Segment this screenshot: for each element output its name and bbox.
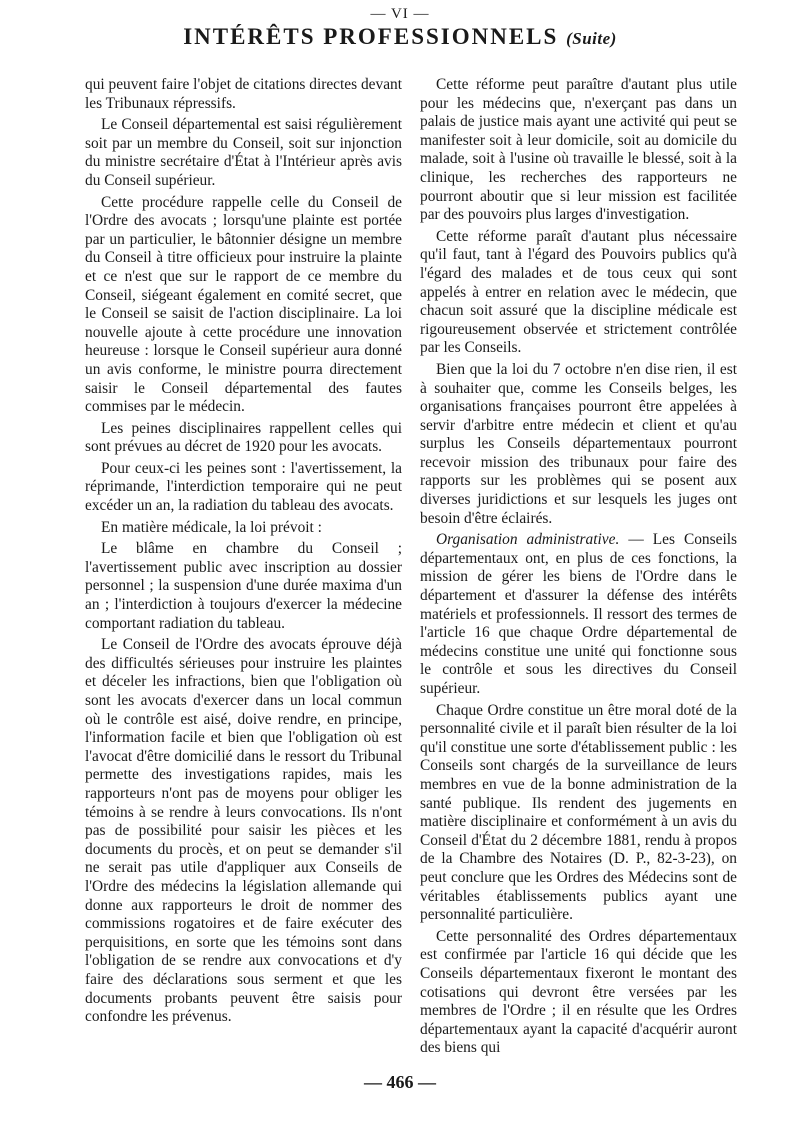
page-title: [0, 24, 800, 50]
paragraph: qui peuvent faire l'objet de citations directes devant les Tribunaux répressifs.: [85, 76, 402, 112]
paragraph: Le Conseil départemental est saisi régulièrement soit par un membre du Conseil, soit sur injonction du ministre secrétaire d'État à l'Intérieur après avis du Conseil supérieur.: [85, 116, 402, 189]
right-column: [420, 76, 737, 1061]
paragraph: Cette réforme paraît d'autant plus nécessaire qu'il faut, tant à l'égard des Pouvoirs publics qu'à l'égard des malades et de tous ceux qui sont appelés à entrer en relation avec le médecin, que chacun soit assuré que la discipline médicale est rigoureusement observée et strictement contrôlée par les Conseils.: [420, 227, 737, 357]
section-body: — Les Conseils départementaux ont, en plus de ces fonctions, la mission de gérer les biens de l'Ordre dans le département et d'assurer la défense des intérêts matériels et professionnels. Il ressort des termes de l'article 16 que chaque Ordre départemental de médecins constitue une unité qui fonctionne sous le contrôle et sous les directives du Conseil supérieur.: [420, 531, 737, 697]
page-number: — 466 —: [364, 1072, 436, 1092]
paragraph: Les peines disciplinaires rappellent celles qui sont prévues au décret de 1920 pour les avocats.: [85, 419, 402, 456]
paragraph: Cette réforme peut paraître d'autant plus utile pour les médecins que, n'exerçant pas dans un palais de justice mais ayant une activité qui peut se manifester soit à leur domicile, soit au domicile du malade, soit à l'usine où travaille le blessé, soit à la clinique, les recherches des rapporteurs ne pourront aboutir que si leur mission est facilitée par des pouvoirs plus larges d'investigation.: [420, 76, 737, 224]
paragraph: Cette personnalité des Ordres départementaux est confirmée par l'article 16 qui décide que les Conseils départementaux fixeront le montant des cotisations qui devront être versées par les membres de l'Ordre ; il en résulte que les Ordres départementaux ayant la capacité d'acquérir auront des biens qui: [420, 927, 737, 1057]
paragraph: En matière médicale, la loi prévoit :: [101, 518, 322, 536]
paragraph: Chaque Ordre constitue un être moral doté de la personnalité civile et il paraît bien résulter de la loi qu'il constitue une sorte d'établissement public : les Conseils sont chargés de la surveillance de leurs membres en vue de la bonne administration de la santé publique. Ils rendent des jugements en matière disciplinaire et conformément à un avis du Conseil d'État du 2 décembre 1881, rendu à propos de la Chambre des Notaires (D. P., 82-3-23), on peut conclure que les Ordres des Médecins sont de véritables établissements publics ayant une personnalité particulière.: [420, 701, 737, 924]
paragraph: Pour ceux-ci les peines sont : l'avertissement, la réprimande, l'interdiction temporaire qui ne peut excéder un an, la radiation du tableau des avocats.: [85, 459, 402, 515]
paragraph: Le blâme en chambre du Conseil ; l'avertissement public avec inscription au dossier personnel ; la suspension d'une durée maxima d'un an ; l'interdiction à toujours d'exercer la médecine comportant radiation du tableau.: [85, 540, 402, 632]
title-text: INTÉRÊTS PROFESSIONNELS: [183, 24, 559, 49]
page-marker: — VI —: [370, 6, 430, 22]
paragraph: [420, 531, 737, 698]
paragraph: Cette procédure rappelle celle du Conseil de l'Ordre des avocats ; lorsqu'une plainte est portée par un particulier, le bâtonnier désigne un membre du Conseil à titre officieux pour instruire la plainte et ce n'est que sur le rapport de ce membre du Conseil, siégeant également en comité secret, que le Conseil se saisit de l'action disciplinaire. La loi nouvelle ajoute à cette procédure une innovation heureuse : lorsque le Conseil supérieur aura donné un avis conforme, le ministre pourra directement saisir le Conseil départemental des fautes commises par le médecin.: [85, 193, 402, 416]
paragraph: Bien que la loi du 7 octobre n'en dise rien, il est à souhaiter que, comme les Conseils belges, les organisations françaises pourront être appelées à servir d'arbitre entre médecin et client et qu'au surplus les Conseils départementaux pourront recevoir mission des tribunaux pour faire des rapports sur les problèmes qui se posent aux diverses juridictions et sur lesquels les juges ont besoin d'être éclairés.: [420, 360, 737, 527]
paragraph: Le Conseil de l'Ordre des avocats éprouve déjà des difficultés sérieuses pour instruire les plaintes et déceler les infractions, bien que l'obligation où sont les avocats d'exercer dans un local commun où le contrôle est aisé, doive rendre, en principe, l'information facile et bien que l'obligation où est l'avocat d'être domicilié dans le ressort du Tribunal permette des investigations rapides, mais les rapporteurs n'ont pas de moyens pour obliger les témoins à se rendre à leurs convocations. Ils n'ont pas de possibilité pour saisir les pièces et les documents du procès, et on peut se demander s'il ne serait pas utile d'appliquer aux Conseils de l'Ordre des médecins la législation allemande qui donne aux rapporteurs le droit de nommer des commissions rogatoires et de faire exécuter des perquisitions, en sorte que les témoins sont dans l'obligation de se rendre aux convocations et d'y faire des déclarations sous serment et que les documents probants peuvent être saisis pour confondre les prévenus.: [85, 636, 402, 1026]
title-suffix: (Suite): [566, 29, 617, 48]
left-column: [85, 76, 402, 1030]
section-heading: Organisation administrative.: [436, 531, 620, 549]
